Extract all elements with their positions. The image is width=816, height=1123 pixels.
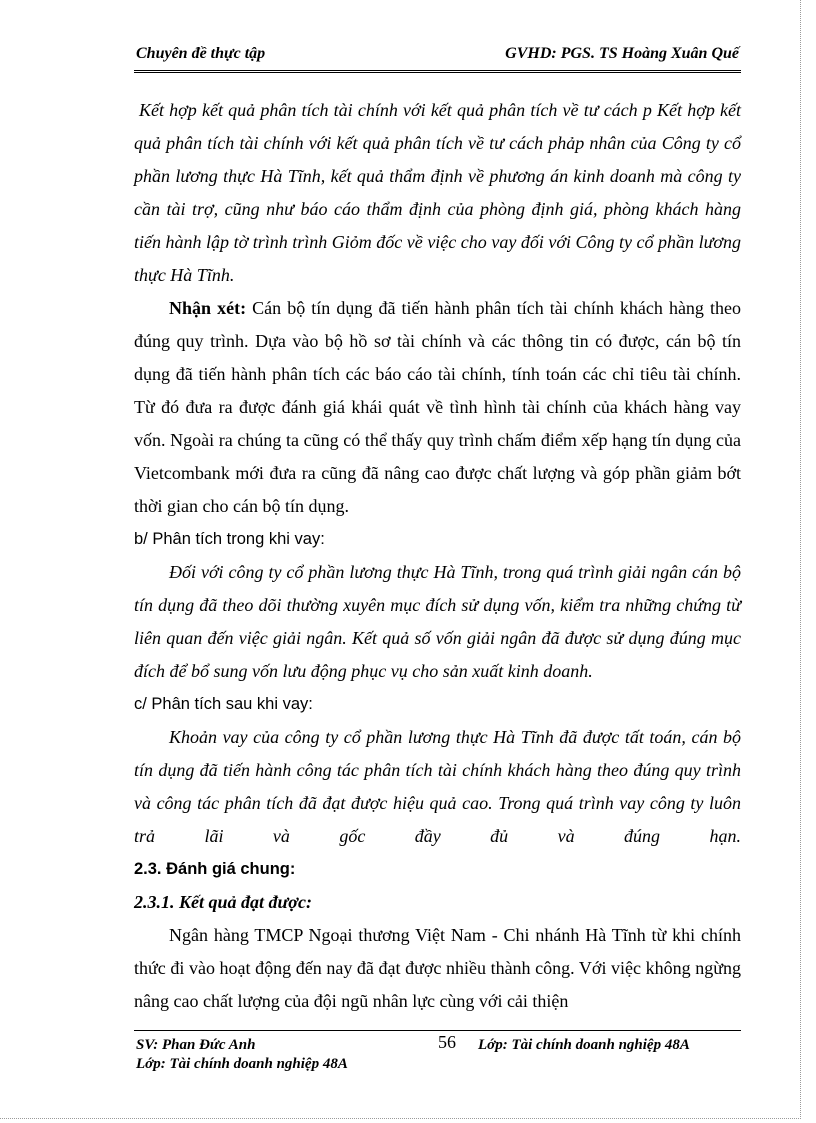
paragraph-conclusion: Kết hợp kết quả phân tích tài chính với kết quả phân tích về tư cách p Kết hợp kết quả phân tích tài chính với kết quả phân tích về tư cách phảp nhân của Công ty cổ phần lương thực Hà Tĩnh, kết quả thẩm định về phương án kinh doanh mà công ty cần tài trợ, cũng như báo cáo thẩm định của phòng định giá, phòng khách hàng tiến hành lập tờ trình trình Giỏm đốc về việc cho vay đối với Công ty cổ phần lương thực Hà Tĩnh. (134, 100, 741, 285)
paragraph-achievements: Ngân hàng TMCP Ngoại thương Việt Nam - Chi nhánh Hà Tĩnh từ khi chính thức đi vào hoạt động đến nay đã đạt được nhiều thành công. Với việc không ngừng nâng cao chất lượng của đội ngũ nhân lực cùng với cải thiện (134, 925, 741, 1011)
footer-class-left: Lớp: Tài chính doanh nghiệp 48A (136, 1056, 348, 1072)
footer-student: SV: Phan Đức Anh (136, 1037, 256, 1053)
page-header (134, 43, 741, 73)
remark-text: Cán bộ tín dụng đã tiến hành phân tích tài chính khách hàng theo đúng quy trình. Dựa vào bộ hồ sơ tài chính và các thông tin có được, cán bộ tín dụng đã tiến hành phân tích các báo cáo tài chính, tính toán các chỉ tiêu tài chính. Từ đó đưa ra được đánh giá khái quát về tình hình tài chính của khách hàng vay vốn. Ngoài ra chúng ta cũng có thể thấy quy trình chấm điểm xếp hạng tín dụng của Vietcombank mới đưa ra cũng đã nâng cao được chất lượng và góp phần giảm bớt thời gian cho cán bộ tín dụng. (134, 298, 742, 516)
paragraph-remark (134, 292, 741, 523)
paragraph-after-loan: Khoản vay của công ty cổ phần lương thực Hà Tĩnh đã được tất toán, cán bộ tín dụng đã tiến hành công tác phân tích tài chính khách hàng theo đúng quy trình và công tác phân tích đã đạt được hiệu quả cao. Trong quá trình vay công ty luôn trả lãi và gốc đầy đủ và đúng hạn. (134, 727, 741, 846)
heading-after-loan: c/ Phân tích sau khi vay: (134, 695, 313, 713)
heading-general-assessment: 2.3. Đánh giá chung: (134, 860, 296, 878)
document-body (134, 94, 741, 1018)
paragraph-during-loan: Đối với công ty cổ phần lương thực Hà Tĩnh, trong quá trình giải ngân cán bộ tín dụng đã theo dõi thường xuyên mục đích sử dụng vốn, kiểm tra những chứng từ liên quan đến việc giải ngân. Kết quả số vốn giải ngân đã được sử dụng đúng mục đích để bổ sung vốn lưu động phục vụ cho sản xuất kinh doanh. (134, 562, 741, 681)
heading-achievements: 2.3.1. Kết quả đạt được: (134, 892, 312, 912)
header-document-title: Chuyên đề thực tập (136, 45, 266, 62)
header-supervisor: GVHD: PGS. TS Hoàng Xuân Quế (505, 45, 739, 62)
heading-during-loan: b/ Phân tích trong khi vay: (134, 530, 325, 548)
remark-label: Nhận xét: (169, 298, 247, 318)
page-number: 56 (438, 1032, 456, 1052)
footer-class-right: Lớp: Tài chính doanh nghiệp 48A (478, 1037, 690, 1053)
page-footer (134, 1030, 741, 1075)
